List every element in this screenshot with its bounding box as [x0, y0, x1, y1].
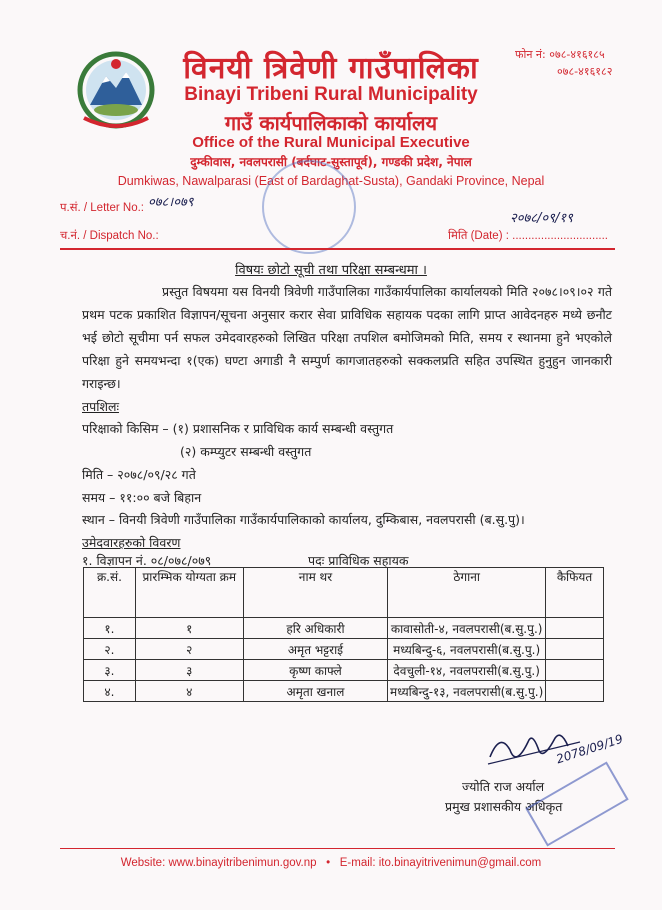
candidates-heading: उमेदवारहरुको विवरण	[82, 535, 181, 550]
phone-number-2: ०७८-४१६१८२	[557, 65, 613, 78]
cell-remarks	[546, 681, 604, 702]
signature-date: 2078/09/19	[554, 731, 625, 767]
col-header-serial: क्र.सं.	[84, 568, 136, 618]
cell-merit-rank: ३	[135, 660, 243, 681]
post-name: पदः प्राविधिक सहायक	[308, 553, 409, 568]
candidates-table	[83, 567, 604, 702]
cell-address: मध्यबिन्दु-१३, नवलपरासी(ब.सु.पु.)	[388, 681, 546, 702]
subject-line: विषयः छोटो सूची तथा परिक्षा सम्बन्धमा ।	[235, 263, 427, 278]
municipality-title-en: Binayi Tribeni Rural Municipality	[184, 84, 478, 105]
table-row	[84, 660, 604, 681]
cell-merit-rank: २	[135, 639, 243, 660]
col-header-name: नाम थर	[243, 568, 388, 618]
phone-number-1: ०७८-४१६१८५	[549, 48, 605, 61]
cell-serial: १.	[84, 618, 136, 639]
header-divider	[60, 248, 615, 250]
footer-website: Website: www.binayitribenimun.gov.np	[120, 857, 317, 869]
phone-label: फोन नं:	[515, 48, 546, 61]
exam-time: समय – ११:०० बजे बिहान	[82, 490, 202, 505]
table-header-row	[84, 568, 604, 618]
exam-type-2: (२) कम्प्युटर सम्बन्धी वस्तुगत	[180, 444, 312, 459]
cell-address: मध्यबिन्दु-६, नवलपरासी(ब.सु.पु.)	[388, 639, 546, 660]
letter-no-value: ०७८।०७९	[148, 195, 194, 210]
cell-serial: ३.	[84, 660, 136, 681]
exam-type-1: परिक्षाको किसिम – (१) प्रशासनिक र प्राविधिक कार्य सम्बन्धी वस्तुगत	[82, 421, 394, 436]
col-header-merit-rank: प्रारम्भिक योग्यता क्रम	[135, 568, 243, 618]
cell-address: देवचुली-१४, नवलपरासी(ब.सु.पु.)	[388, 660, 546, 681]
footer-email: E-mail: ito.binayitrivenimun@gmail.com	[339, 857, 542, 869]
cell-name: हरि अधिकारी	[243, 618, 388, 639]
cell-name: अमृत भट्टराई	[243, 639, 388, 660]
cell-serial: २.	[84, 639, 136, 660]
cell-name: अमृता खनाल	[243, 681, 388, 702]
signatory-designation: प्रमुख प्रशासकीय अधिकृत	[445, 799, 563, 814]
exam-venue: स्थान – विनयी त्रिवेणी गाउँपालिका गाउँकार्यपालिकाको कार्यालय, दुम्किबास, नवलपरासी (ब.सु.पु)।	[82, 512, 525, 527]
details-heading: तपशिलः	[82, 399, 119, 414]
office-title-en: Office of the Rural Municipal Executive	[192, 134, 470, 151]
cell-merit-rank: १	[135, 618, 243, 639]
address-en: Dumkiwas, Nawalparasi (East of Bardaghat-Susta), Gandaki Province, Nepal	[117, 174, 545, 188]
office-title-np: गाउँ कार्यपालिकाको कार्यालय	[224, 111, 438, 135]
table-row	[84, 639, 604, 660]
footer-divider	[60, 848, 615, 849]
cell-remarks	[546, 660, 604, 681]
col-header-address: ठेगाना	[388, 568, 546, 618]
office-seal-stamp	[262, 160, 356, 254]
col-header-remarks: कैफियत	[546, 568, 604, 618]
footer-separator: •	[326, 857, 331, 869]
table-row	[84, 618, 604, 639]
address-np: दुम्कीवास, नवलपरासी (बर्दघाट-सुस्तापूर्व), गण्डकी प्रदेश, नेपाल	[190, 155, 472, 169]
dispatch-no-label: च.नं. / Dispatch No.:	[60, 230, 159, 242]
signatory-name: ज्योति राज अर्याल	[462, 779, 545, 794]
cell-remarks	[546, 639, 604, 660]
cell-name: कृष्ण काफ्ले	[243, 660, 388, 681]
handwritten-date: २०७८/०९/१९	[510, 211, 573, 226]
cell-serial: ४.	[84, 681, 136, 702]
table-row	[84, 681, 604, 702]
date-label: मिति (Date) : ..............................	[448, 230, 608, 242]
exam-date: मिति – २०७८/०९/२८ गते	[82, 467, 196, 482]
cell-merit-rank: ४	[135, 681, 243, 702]
footer	[0, 857, 662, 869]
cell-remarks	[546, 618, 604, 639]
letter-no-label: प.सं. / Letter No.:	[60, 202, 144, 214]
cell-address: कावासोती-४, नवलपरासी(ब.सु.पु.)	[388, 618, 546, 639]
advert-number: १. विज्ञापन नं. ०८/०७८/०७९	[82, 553, 212, 568]
body-paragraph: प्रस्तुत विषयमा यस विनयी त्रिवेणी गाउँपालिका गाउँकार्यपालिका कार्यालयको मिति २०७८।०९।०२ गते प्रथम पटक प्रकाशित विज्ञापन/सूचना अनुसार करार सेवा प्राविधिक सहायक पदका लागि प्राप्त आवेदनहरु मध्ये छनौट भई छोटो सूचीमा पर्न सफल उमेदवारहरुको लिखित परिक्षा तपशिल बमोजिमको मिति, समय र स्थानमा हुने भएकोले परिक्षा हुने समयभन्दा १(एक) घण्टा अगाडी नै सम्पुर्ण कागजातहरुको सक्कलप्रति सहित उपस्थित हुनुहुन जानकारी गराइन्छ।	[82, 284, 612, 391]
municipality-title-np: विनयी त्रिवेणी गाउँपालिका	[183, 51, 479, 86]
